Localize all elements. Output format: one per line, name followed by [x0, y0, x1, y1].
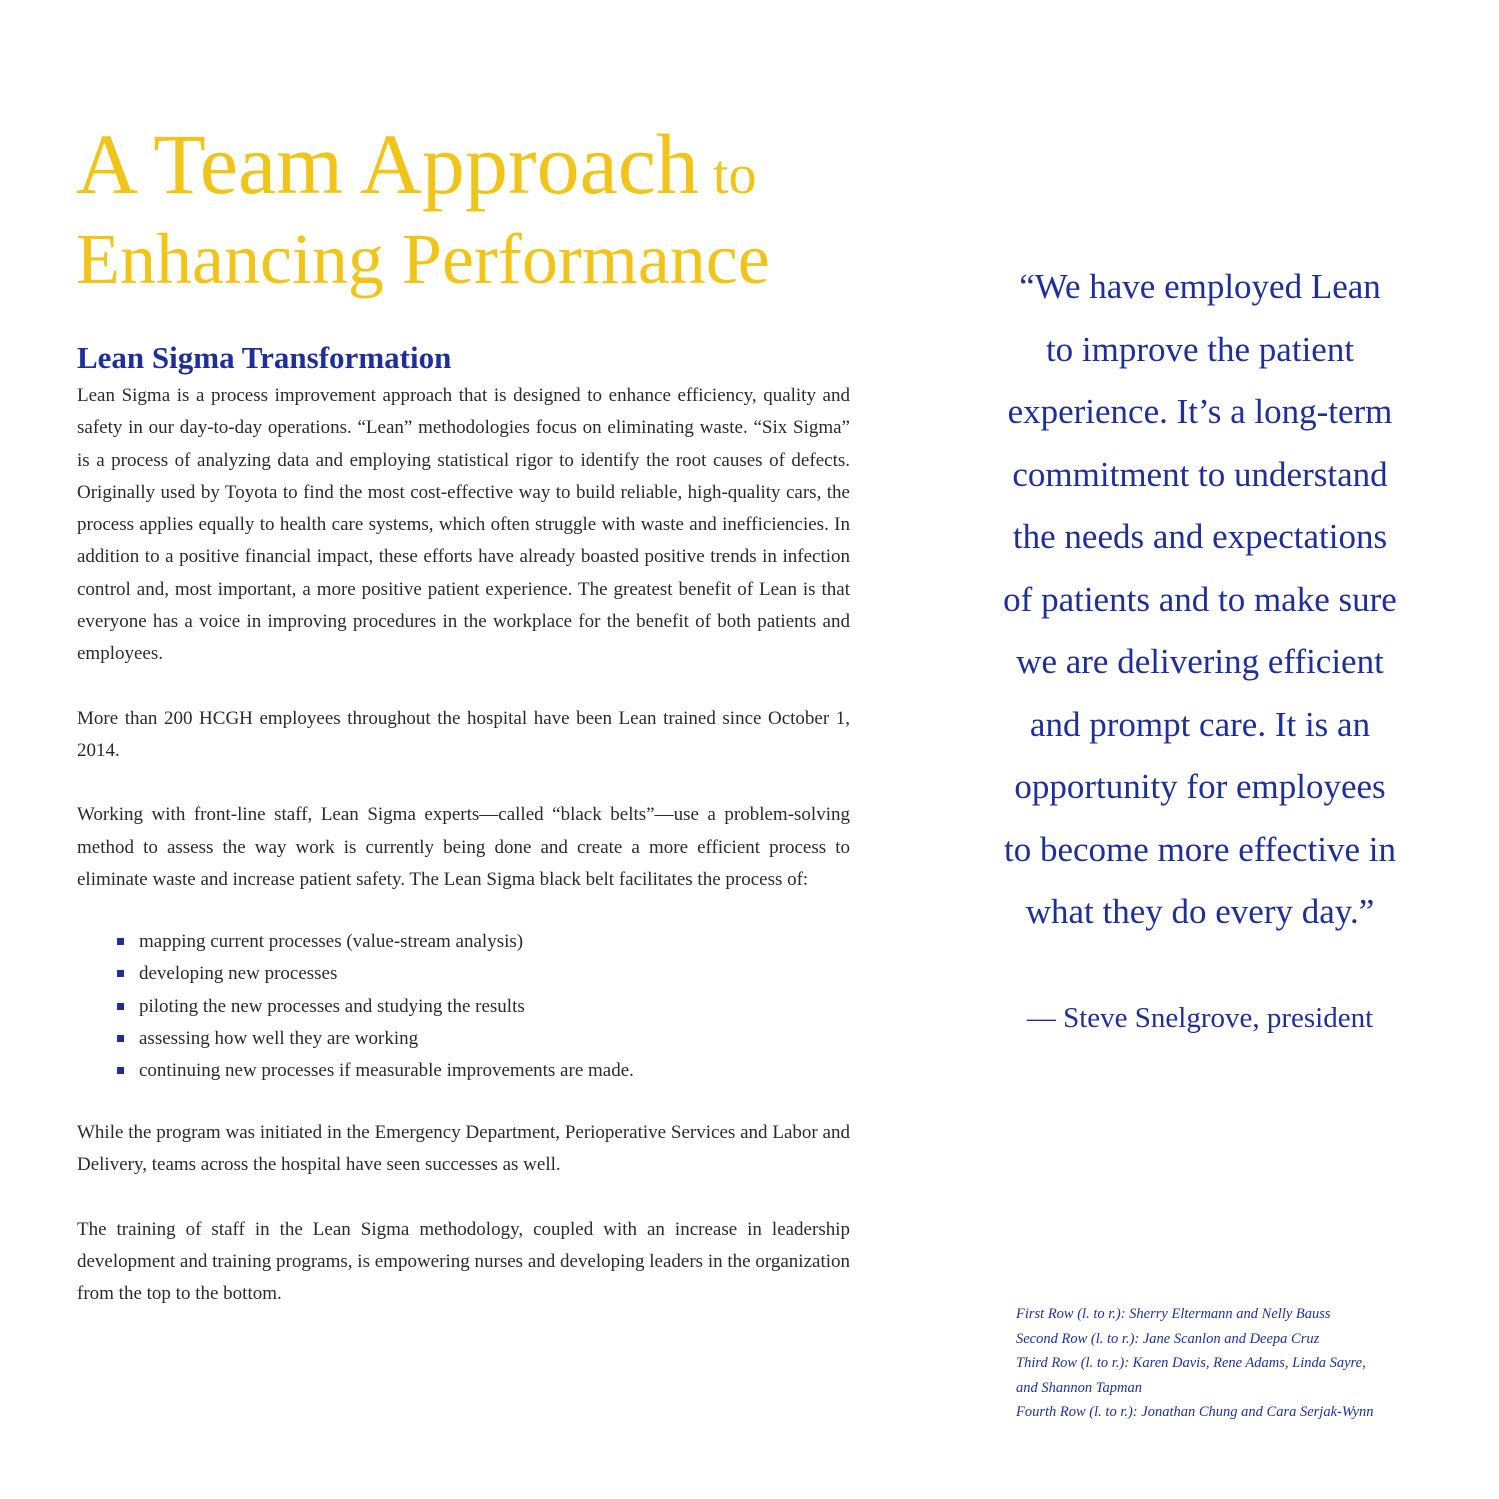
quote-line: experience. It’s a long-term — [1007, 392, 1393, 431]
page-title-line-1 — [76, 112, 896, 227]
paragraph-employees-trained: More than 200 HCGH employees throughout the hospital have been Lean trained since October 1, 2014. — [77, 707, 850, 761]
list-item-text: continuing new processes if measurable improvements are made. — [139, 1059, 634, 1081]
paragraph-program-initiation: While the program was initiated in the Emergency Department, Perioperative Services and Labor and Delivery, teams across the hospital have seen successes as well. — [77, 1122, 850, 1176]
quote-line: we are delivering efficient — [1016, 642, 1384, 681]
quote-line: what they do every day.” — [1025, 892, 1375, 931]
caption-line: Third Row (l. to r.): Karen Davis, Rene Adams, Linda Sayre, — [1016, 1355, 1366, 1371]
list-item-text: assessing how well they are working — [139, 1027, 419, 1049]
quote-line: of patients and to make sure — [1003, 579, 1397, 619]
list-item — [117, 1055, 850, 1087]
paragraph-intro: Lean Sigma is a process improvement approach that is designed to enhance efficiency, quality and safety in our day-to-day operations. “Lean” methodologies focus on eliminating waste. “Six Sigma” is a process of analyzing data and employing statistical rigor to identify the root causes of defects. Originally used by Toyota to find the most cost-effective way to build reliable, high-quality cars, the process applies equally to health care systems, which often struggle with waste and inefficiencies. In addition to a positive financial impact, these efforts have already boasted positive trends in infection control and, most important, a more positive patient experience. The greatest benefit of Lean is that everyone has a voice in improving procedures in the workplace for the benefit of both patients and employees. — [77, 385, 850, 665]
caption-line: First Row (l. to r.): Sherry Eltermann and Nelly Bauss — [1016, 1306, 1331, 1322]
page-title-main: A Team Approach — [76, 116, 699, 212]
list-item-text: mapping current processes (value-stream analysis) — [139, 931, 524, 953]
process-list — [77, 926, 850, 1087]
article-body — [77, 338, 850, 1311]
quote-line: the needs and expectations — [1012, 517, 1388, 556]
paragraph-black-belts: Working with front-line staff, Lean Sigma experts—called “black belts”—use a problem-solving method to assess the way work is currently being done and create a more efficient process to eliminate waste and increase patient safety. The Lean Sigma black belt facilitates the process of: — [77, 804, 850, 890]
list-item — [117, 926, 850, 958]
paragraph-training: The training of staff in the Lean Sigma methodology, coupled with an increase in leadership development and training programs, is empowering nurses and developing leaders in the organization from the top to the bottom. — [77, 1218, 850, 1305]
caption-line: Second Row (l. to r.): Jane Scanlon and Deepa Cruz — [1016, 1330, 1320, 1347]
section-heading: Lean Sigma Transformation — [77, 340, 452, 375]
bullet-square-icon — [117, 1067, 124, 1074]
bullet-square-icon — [117, 938, 124, 945]
list-item-text: piloting the new processes and studying the results — [139, 995, 525, 1017]
page-title-connector: to — [698, 144, 757, 206]
page-title — [76, 112, 896, 297]
list-item-text: developing new processes — [139, 963, 338, 985]
pull-quote — [960, 256, 1440, 944]
photo-caption — [1016, 1302, 1456, 1425]
quote-line: to become more effective in — [1004, 829, 1396, 869]
caption-line: Fourth Row (l. to r.): Jonathan Chung and Cara Serjak-Wynn — [1016, 1404, 1374, 1420]
bullet-square-icon — [117, 1035, 124, 1042]
quote-line: “We have employed Lean — [1019, 267, 1381, 306]
quote-attribution: — Steve Snelgrove, president — [1026, 1002, 1374, 1034]
page-title-line-2: Enhancing Performance — [76, 219, 770, 299]
bullet-square-icon — [117, 1003, 124, 1010]
quote-line: commitment to understand — [1012, 454, 1388, 494]
caption-line: and Shannon Tapman — [1016, 1379, 1142, 1396]
list-item — [117, 991, 850, 1023]
quote-line: to improve the patient — [1045, 329, 1355, 369]
list-item — [117, 958, 850, 990]
quote-line: opportunity for employees — [1014, 767, 1386, 806]
quote-line: and prompt care. It is an — [1029, 704, 1371, 744]
bullet-square-icon — [117, 970, 124, 977]
list-item — [117, 1023, 850, 1055]
